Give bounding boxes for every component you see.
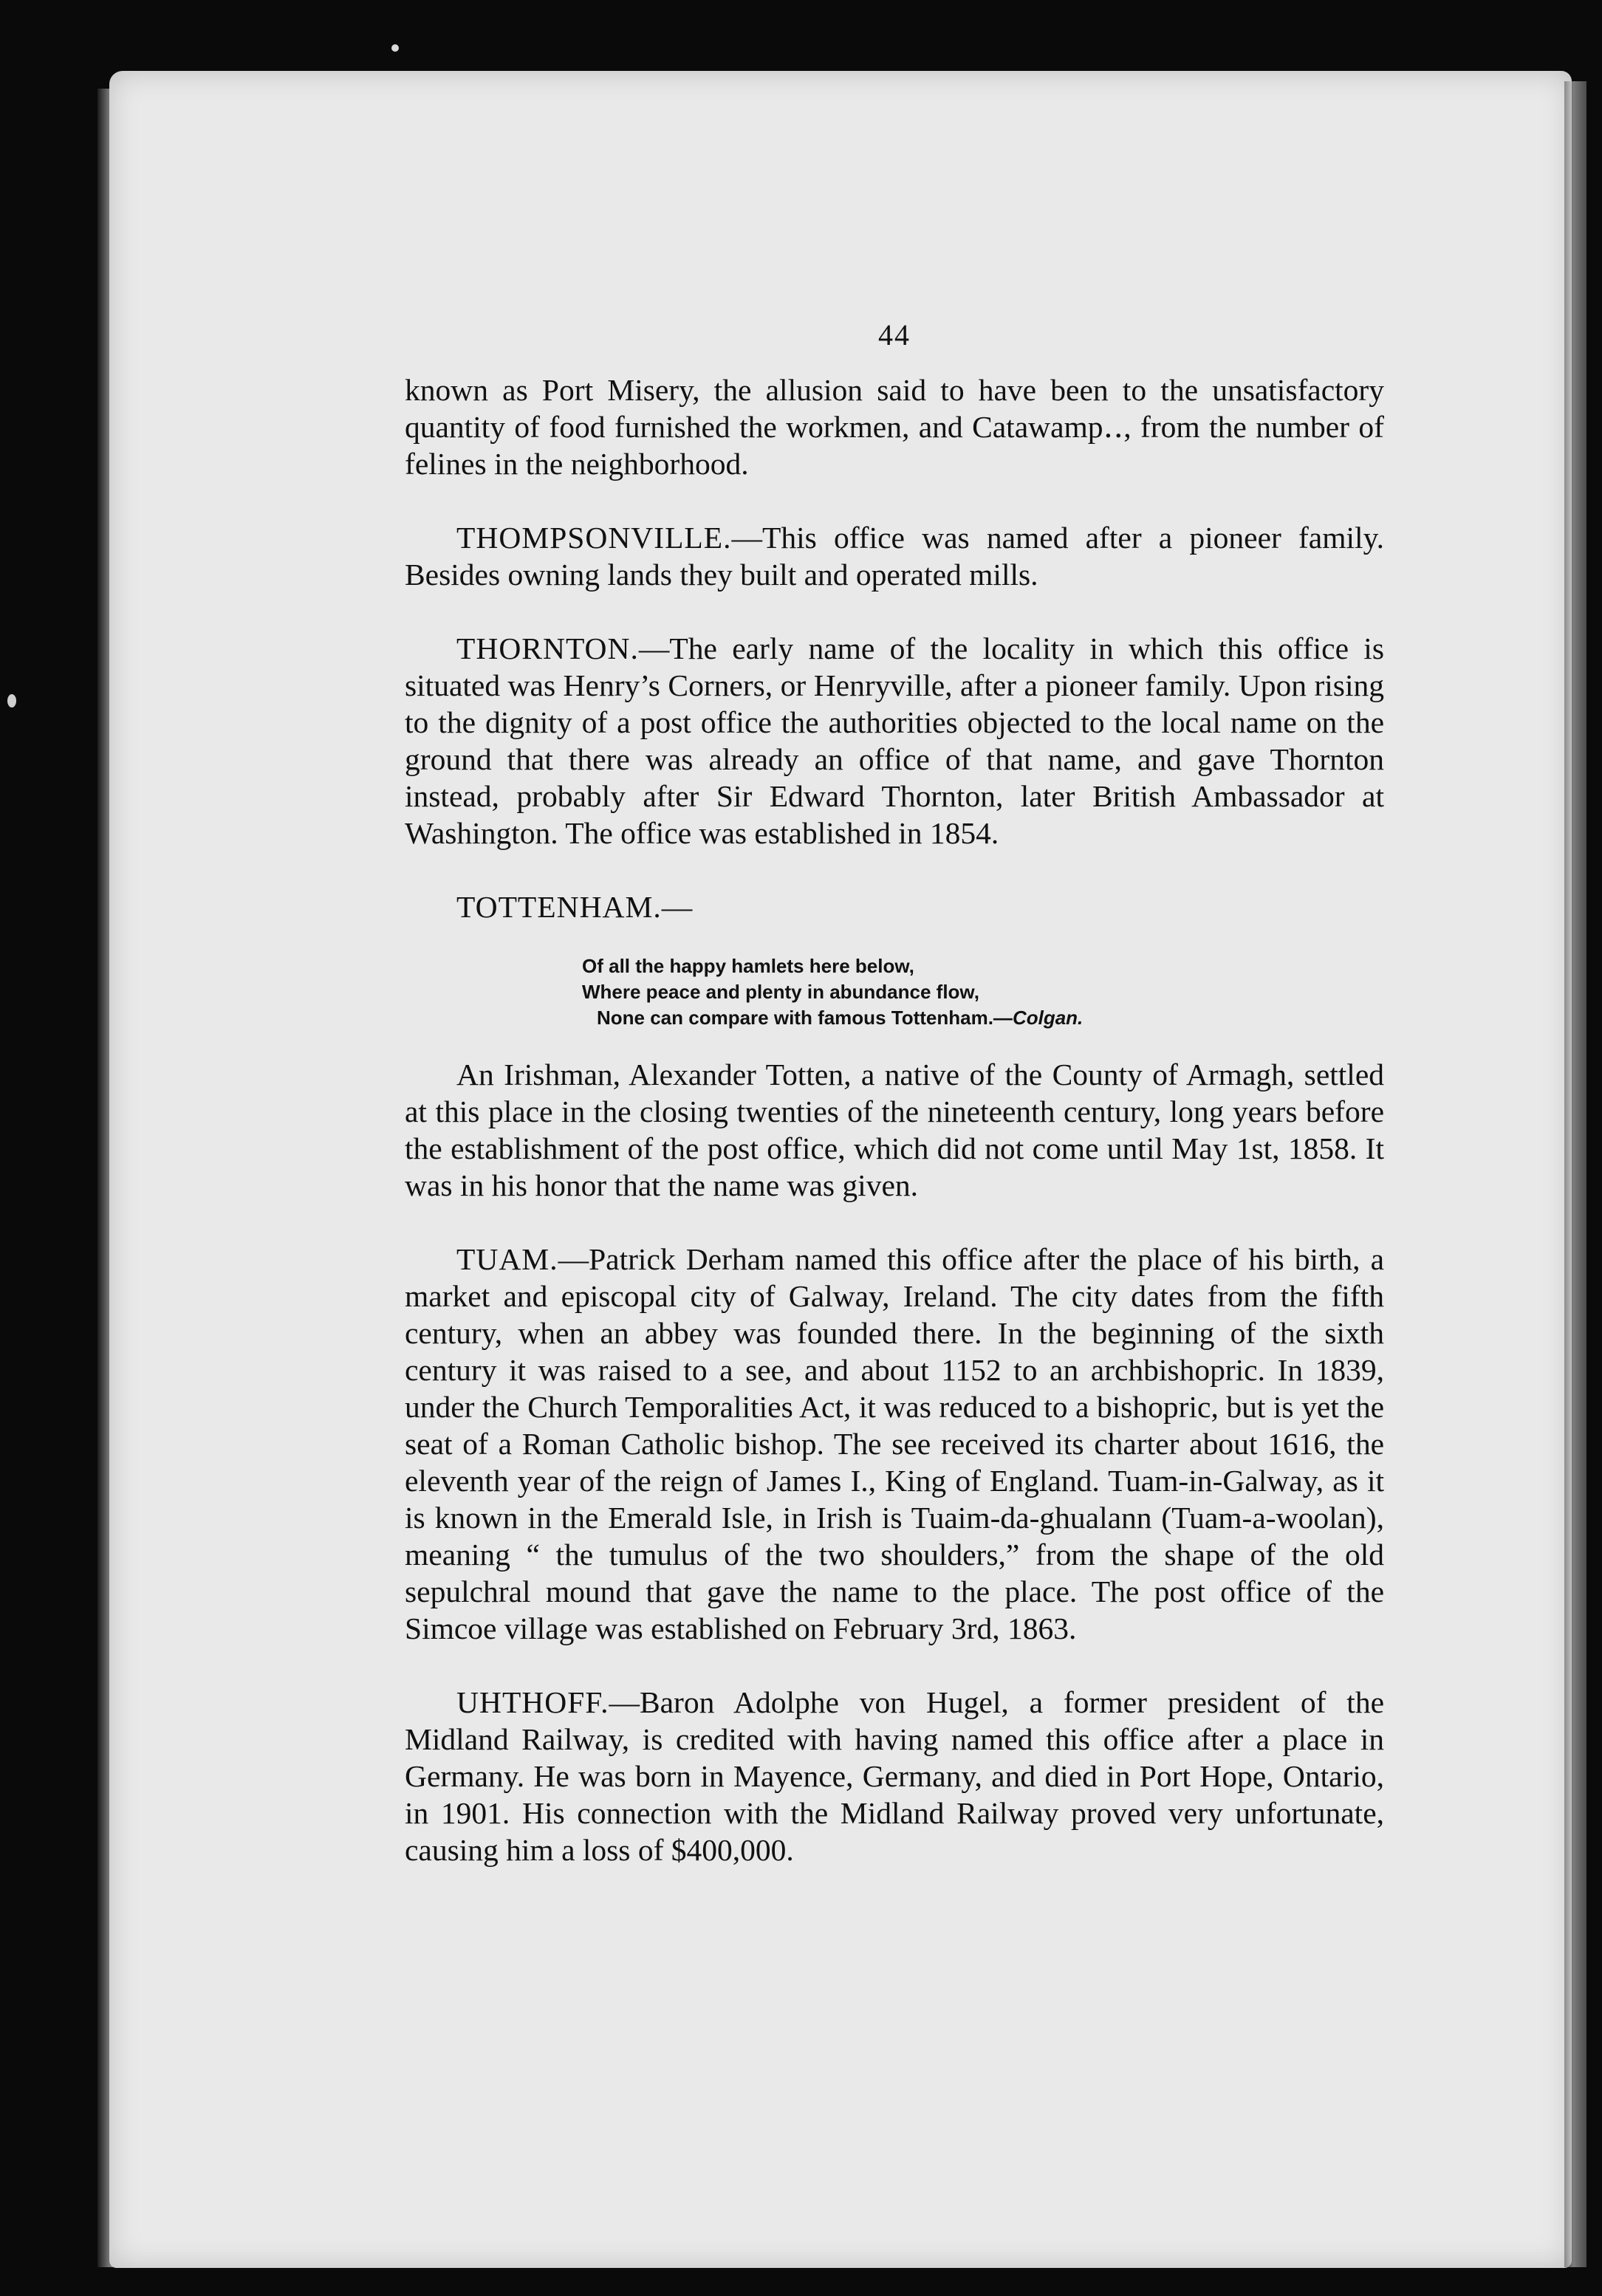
tottenham-text: An Irishman, Alexander Totten, a native of the County of Armagh, settled at this place in the closing twenties of the nineteenth century, long years before the establishment of the post office, which did not come until May 1st, 1858. It was in his honor that the name was given. (405, 1058, 1384, 1202)
intro-paragraph: known as Port Misery, the allusion said to have been to the unsatisfactory quantity of food furnished the workmen, and Catawamp‥, from the number of felines in the neighborhood. (405, 373, 1384, 481)
scan-speck (7, 694, 16, 707)
uhthoff-heading: UHTHOFF. (456, 1685, 609, 1719)
thompsonville-entry (405, 519, 1384, 593)
thornton-text: —The early name of the locality in which this office is situated was Henry’s Corners, or Henryville, after a pioneer family. Upon rising to the dignity of a post office the authorities objected to the local name on the ground that there was already an office of that name, and gave Thornton instead, probably after Sir Edward Thornton, later British Ambassador at Washington. The office was established in 1854. (405, 631, 1384, 850)
poem-line-3 (582, 1005, 1384, 1031)
thompsonville-text: —This office was named after a pioneer family. Besides owning lands they built and operated mills. (405, 521, 1384, 592)
uhthoff-entry (405, 1684, 1384, 1868)
page-number: 44 (878, 318, 911, 352)
poem-line-1: Of all the happy hamlets here below, (582, 955, 914, 977)
tuam-text: —Patrick Derham named this office after the place of his birth, a market and episcopal city of Galway, Ireland. The city dates from the fifth century, when an abbey was founded there. In the beginning of the sixth century it was raised to a see, and about 1152 to an archbishopric. In 1839, under the Church Temporalities Act, it was reduced to a bishopric, but is yet the seat of a Roman Catholic bishop. The see received its charter about 1616, the eleventh year of the reign of James I., King of England. Tuam-in-Galway, as it is known in the Emerald Isle, in Irish is Tuaim-da-ghualann (Tuam-a-woolan), meaning “ the tumulus of the two shoulders,” from the shape of the old sepulchral mound that gave the name to the place. The post office of the Simcoe village was established on February 3rd, 1863. (405, 1242, 1384, 1645)
poem-line-2: Where peace and plenty in abundance flow, (582, 981, 979, 1003)
thompsonville-heading: THOMPSONVILLE. (456, 521, 732, 555)
thornton-entry (405, 630, 1384, 851)
page-edge-right (1564, 81, 1586, 2267)
page-content (405, 318, 1384, 1868)
uhthoff-text: —Baron Adolphe von Hugel, a former president of the Midland Railway, is credited with having named this office after a place in Germany. He was born in Mayence, Germany, and died in Port Hope, Ontario, in 1901. His connection with the Midland Railway proved very unfortunate, causing him a loss of $400,000. (405, 1685, 1384, 1867)
tottenham-heading: TOTTENHAM.— (456, 890, 694, 924)
tottenham-poem (582, 953, 1384, 1031)
scan-speck (391, 44, 399, 52)
thornton-heading: THORNTON. (456, 631, 639, 665)
poem-line-3-text: None can compare with famous Tottenham.— (597, 1007, 1013, 1029)
tuam-heading: TUAM. (456, 1242, 558, 1276)
tuam-entry (405, 1241, 1384, 1647)
poem-author: Colgan. (1012, 1007, 1084, 1029)
